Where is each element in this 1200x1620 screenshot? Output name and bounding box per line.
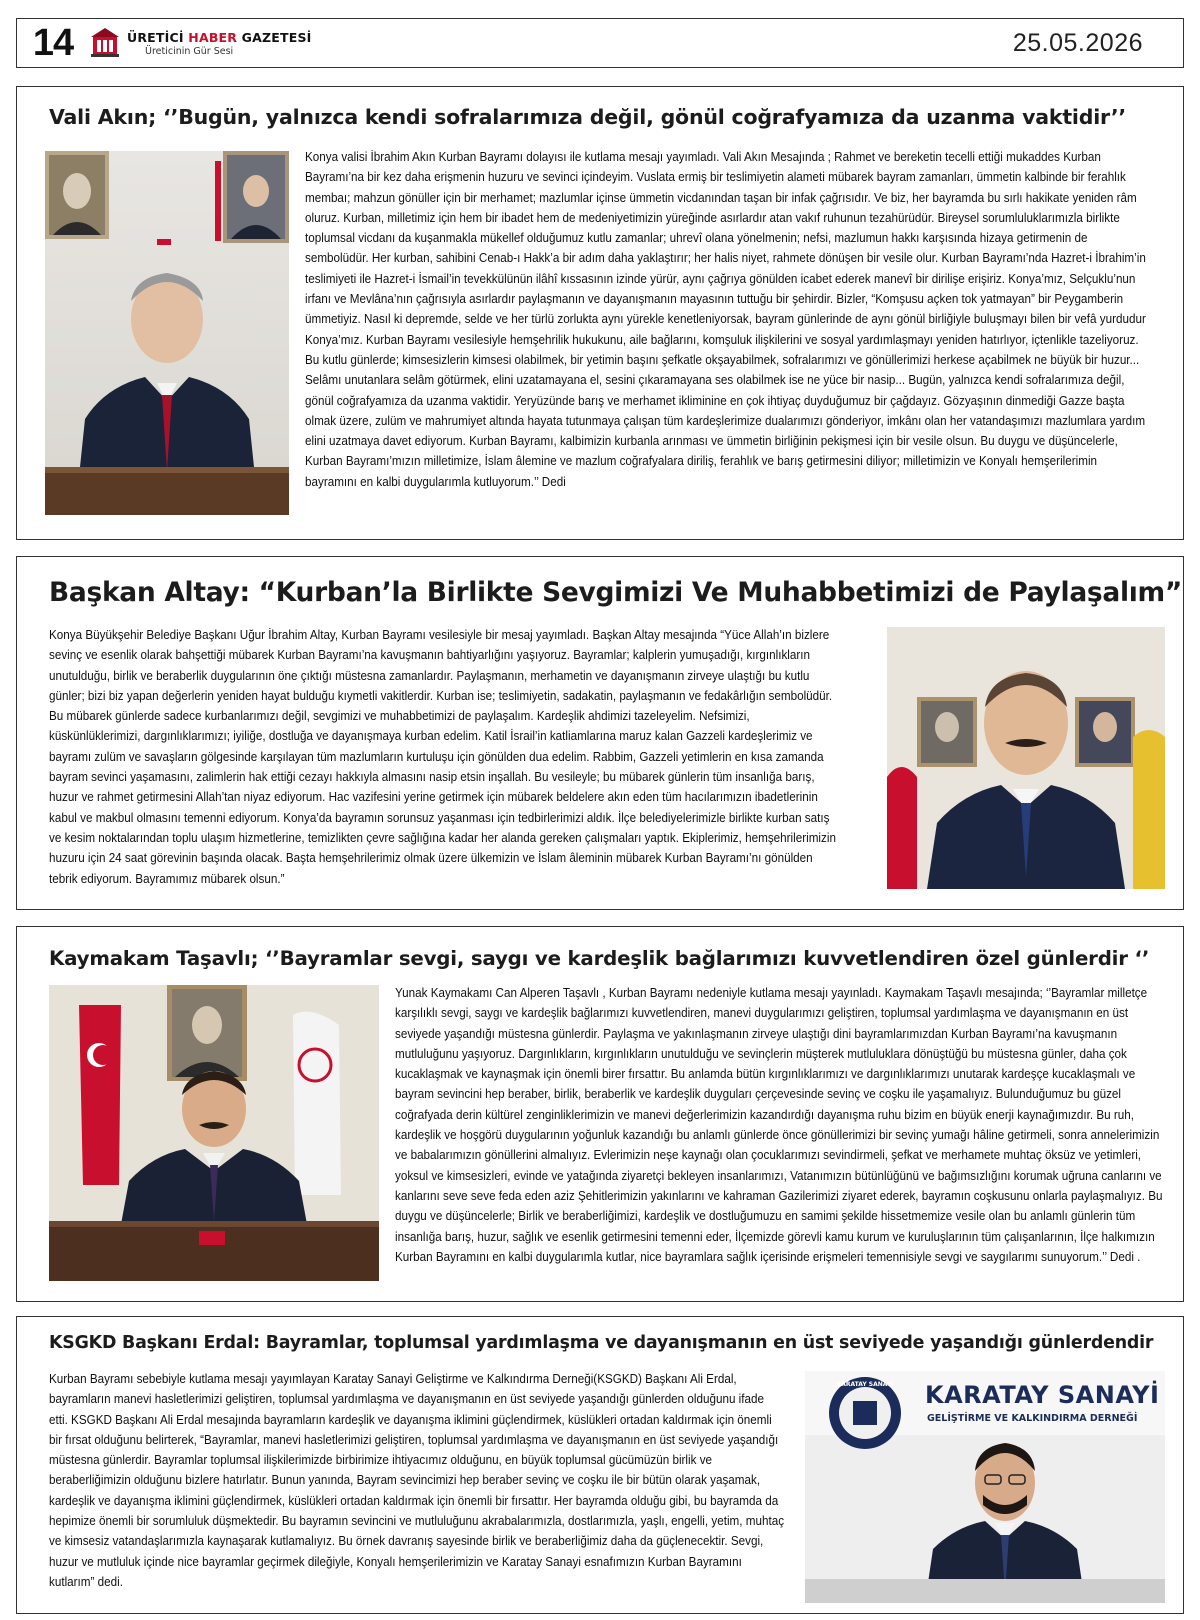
masthead [16,18,1184,68]
article-headline: Kaymakam Taşavlı; ‘’Bayramlar sevgi, saygı ve kardeşlik bağlarımızı kuvvetlendiren özel günlerdir ‘’ [49,947,1150,970]
seal-text: KARATAY SANAYİ [836,1381,894,1388]
issue-date: 25.05.2026 [1012,28,1143,57]
article-headline: Başkan Altay: “Kurban’la Birlikte Sevgimizi Ve Muhabbetimizi de Paylaşalım” [49,577,1182,608]
page-number: 14 [32,21,74,64]
portrait-photo-mayor-icon [887,627,1165,889]
article-headline: KSGKD Başkanı Erdal: Bayramlar, toplumsal yardımlaşma ve dayanışmanın en üst seviyede yaşandığı günlerdendir [49,1333,1154,1353]
article-body: Kurban Bayramı sebebiyle kutlama mesajı yayımlayan Karatay Sanayi Geliştirme ve Kalkındırma Derneği(KSGKD) Başkanı Ali Erdal, bayramların manevi hasletlerimizi geliştiren, toplumsal yardımlaşma ve dayanışmanın en üst seviyede yaşandığı günlerden olduğunu ifade etti. KSGKD Başkanı Ali Erdal mesajında bayramların kardeşlik ve dayanışma iklimini güçlendirmek, küslükleri ortadan kaldırmak için önemli bir fırsat olduğunu belirterek, “Bayramlar, manevi hasletlerimizi geliştiren, toplumsal yardımlaşma ve dayanışmanın en üst seviyede yaşandığı müstesna günlerdir. Bayramlar toplumsal ilişkilerimizde birbirimize ihtiyacımız olduğunu, en büyük toplumsal gücümüzün birlik ve beraberliğimizin olduğunu bizlere hatırlatır. Bunun yanında, Bayram sevincimizi hep beraber sevinç ve coşku ile bir bütün olarak yaşamak, kardeşlik ve dayanışma iklimini güçlendirmek, küslükleri ortadan kaldırmak için önemli bir fırsattır. Her bayramda olduğu gibi, bu bayramda da hepimize önemli bir sorumluluk düşmektedir. Bu bayramın sevincini ve mutluluğunu akrabalarımızla, dostlarımızla, yaşlı, engelli, yetim, muhtaç ve kimsesiz vatandaşlarımızla kaynaşarak kutlamalıyız. Bu örnek davranış sayesinde birlik ve beraberliğimiz daha da güçlenecektir. Sevgi, huzur ve mutluluk içinde nice bayramlar geçirmek dileğiyle, Konyalı hemşerilerimizin ve Karatay Sanayi esnafımızın Kurban Bayramını kutlarım” dedi. [49,1372,785,1589]
article-mayor [16,556,1184,910]
article-governor [16,86,1184,540]
article-body: Konya valisi İbrahim Akın Kurban Bayramı dolayısı ile kutlama mesajı yayımladı. Vali Akın Mesajında ; Rahmet ve bereketin tecelli ettiği mukaddes Kurban Bayramı’na bir kez daha erişmenin huzuru ve sevinci içindeyim. Vuslata ermiş bir teslimiyetin alameti mübarek bayram zamanları, ümmetin kalbinde bir ferahlık membaı; mahzun gönüller için bir merhamet; mazlumlar içinse ümmetin vicdanından taşan bir infak çağrısıdır. Ve biz, her bayramda bu sırlı hakikate yeniden râm oluruz. Kurban, milletimiz için hem bir ibadet hem de medeniyetimizin yüreğinde asırlardır atan vakıf ruhunun tezahürüdür. Bireysel sorumluluklarımızla birlikte toplumsal vicdanı da kuşanmakla mükellef olduğumuz kutlu zamanlar; uhrevî olana yönelmenin; nefsi, mazlumun hakkı karşısında hizaya getirmenin de sembolüdür. Her kurban, sahibini Cenab-ı Hakk’a bir adım daha yaklaştırır; her halis niyet, rahmete dönüşen bir vesile olur. Kurban Bayramı’nda Hazret-i İbrahim’in teslimiyeti ile Hazret-i İsmail’in tevekkülünün ilâhî kıssasının izinde yürür, aynı çağrıya gönülden icabet ederek manevî bir dirilişe erişiriz. Konya’mız, Selçuklu’nun irfanı ve Mevlâna’nın çağrısıyla asırlardır paylaşmanın ve dayanışmanın mayasının tuttuğu bir şehirdir. Bizler, “Komşusu açken tok yatmayan” bir Peygamberin ümmetiyiz. Nasıl ki depremde, selde ve her türlü zorlukta aynı yürekle kenetleniyorsak, bayram günlerinde de aynı gönül birliğiyle buluşmayı bilen bir vefâ yurdudur Konya’mız. Kurban Bayramı vesilesiyle hemşehrilik hukukunu, aile bağlarını, komşuluk ilişkilerini ve sosyal yardımlaşmayı yeniden hatırlıyor, içtenlikle tazeliyoruz. Bu kutlu günlerde; kimsesizlerin kimsesi olabilmek, bir yetimin başını şefkatle okşayabilmek, sofralarımızı ve gönüllerimizi herkese açabilmek ne büyük bir huzur... Selâmı unutanlara selâm götürmek, elini uzatamayana el, sesini çıkaramayana ses olabilmek ise ne yüce bir nasip... Bugün, yalnızca kendi sofralarımıza değil, gönül coğrafyamıza da uzanma vaktidir. Yeryüzünde barış ve merhamet ikliminine en çok ihtiyaç duyduğumuz bir çağdayız. Gözyaşının dinmediği Gazze başta olmak üzere, zulüm ve mahrumiyet altında hayata tutunmaya çalışan tüm kardeşlerimize dualarımızı gönderiyor, imkânı olan her vatandaşımızı mazlumlara yardım elini uzatmaya davet ediyorum. Kurban Bayramı, kalbimizin kurbanla arınması ve ümmetin birliğinin pekişmesi için bir vesile olsun. Bu duygu ve düşüncelerle, Kurban Bayramı’mızın milletimize, İslam âlemine ve mazlum coğrafyalara diriliş, ferahlık ve barış getirmesini diliyor; milletimizin ve Konyalı hemşerilerimin bayramını en kalbi duygularımla kutluyorum.’’ Dedi [305,150,1146,489]
article-body: Yunak Kaymakamı Can Alperen Taşavlı , Kurban Bayramı nedeniyle kutlama mesajı yayınladı. Kaymakam Taşavlı mesajında; ‘’Bayramlar milletçe karşılıklı sevgi, saygı ve kardeşlik bağlarımızı kuvvetlendiren, manevi duygularımızı geliştiren, toplumsal yardımlaşma ve dayanışmanın en üst seviyede yaşandığı müstesna günlerdir. Paylaşma ve yakınlaşmanın zirveye ulaştığı dini bayramlarımızdan Kurban Bayramı’na kavuşmanın mutluluğunu yaşıyoruz. Dargınlıkların, kırgınlıkların unutulduğu ve sevinçlerin müşterek mutluluklara dönüştüğü bu müstesna günler, daha çok kucaklaşmak ve kaynaşmak için önemli birer fırsattır. Bu anlamda bütün kırgınlıklarımızı ve dargınlıklarımızı unutarak kardeşçe kucaklaşmalı ve bayram sevincini hep beraber, birlik, beraberlik ve kardeşlik duyguları çerçevesinde sevinç ve coşku ile yaşamalıyız. Bulunduğumuz bu güzel coğrafyada derin kültürel zenginliklerimizin ve manevi değerlerimizin kazandırdığı dayanışma ruhu bizim en büyük enerji kaynağımızdır. Bu ruh, kardeşlik ve hoşgörü duygularının yoğunluk kazandığı bu anlamlı günlerde önce gönüllerimizi bir sevinç yumağı hâline getirmeli, sonra annelerimizin ve babalarımızın gönüllerini almalıyız. Evlerimizin neşe kaynağı olan çocuklarımızı sevindirmeli, şefkat ve merhamete muhtaç öksüz ve yetimleri, yoksul ve kimsesizleri, evinde ve yatağında ziyaretçi bekleyen insanlarımızı, Vatanımızın bütünlüğünü ve bağımsızlığını korumak uğruna canlarını ve kanlarını seve seve feda eden aziz Şehitlerimizin yakınlarını ve kahraman Gazilerimizi ziyaret ederek, bayramın coşkusunu onlarla paylaşmalıyız. Bu duygu ve düşüncelerle; Birlik ve beraberliğimizi, kardeşlik ve dostluğumuzu en samimi şekilde hissetmemize vesile olan bu anlamlı günlerin tüm insanlığa barış, huzur, sağlık ve esenlik getirmesini temenni eder, İlçemizde görevli kamu kurum ve kuruluşlarının tüm çalışanlarının, İlçe halkımızın Kurban Bayramını en kalbi duygularımla kutlar, nice bayramlara sağlık içerisinde erişmeleri temennisiyle sevgi ve saygılarımı sunuyorum.’’ Dedi . [395,986,1163,1264]
portrait-photo-governor-icon [45,151,289,515]
newspaper-name: ÜRETİCİ HABER GAZETESİ [127,29,312,45]
portrait-photo-association-president-icon [805,1371,1165,1603]
article-headline: Vali Akın; ‘’Bugün, yalnızca kendi sofralarımıza değil, gönül coğrafyamıza da uzanma vaktidir’’ [49,105,1126,129]
article-body: Konya Büyükşehir Belediye Başkanı Uğur İbrahim Altay, Kurban Bayramı vesilesiyle bir mesaj yayımladı. Başkan Altay mesajında “Yüce Allah’ın bizlere sevinç ve esenlik olarak bahşettiği mübarek Kurban Bayramı’na kavuşmanın bahtiyarlığını yaşıyoruz. Bayramlar; kalplerin yumuşadığı, kırgınlıkların unutulduğu, birlik ve beraberlik duygularının öne çıktığı müstesna zamanlardır. Paylaşmanın, merhametin ve dayanışmanın zirveye ulaştığı bu kutlu günler; bizi biz yapan değerlerin yeniden hayat bulduğu kıymetli vakitlerdir. Kurban ise; teslimiyetin, sadakatin, paylaşmanın ve fedakârlığın sembolüdür. Bu mübarek günlerde sadece kurbanlarımızı değil, sevgimizi ve muhabbetimizi de paylaşalım. Kardeşlik ahdimizi tazeleyelim. Nefsimizi, küskünlüklerimizi, dargınlıklarımızı; iyiliğe, dostluğa ve dayanışmaya kurban edelim. Katil İsrail’in katliamlarına maruz kalan Gazzeli kardeşlerimiz ve bayramı zulüm ve savaşların gölgesinde karşılayan tüm mazlumların kurtuluşu için gönülden dua edelim. Rabbim, Gazzeli yetimlerin en kısa zamanda bayram sevinci yaşamasını, zalimlerin hak ettiği cezayı hakkıyla almasını nasip etsin inşallah. Bu vesileyle; bu mübarek günlerin tüm insanlığa barış, huzur ve rahmet getirmesini Allah’tan niyaz ediyorum. Hac vazifesini yerine getirmek için mübarek beldelere akın eden tüm hacılarımızın ibadetlerinin kabul ve makbul olmasını temenni ediyorum. Konya’da bayramın sorunsuz yaşanması için tedbirlerimizi aldık. İlçe belediyelerimizle birlikte kurban satış ve kesim noktalarından toplu ulaşım hizmetlerine, temizlikten çevre sağlığına kadar her alanda gereken çalışmaları yaptık. Ekiplerimiz, hemşehrilerimizin huzuru için 24 saat görevinin başında olacak. Başta hemşehrilerimiz olmak üzere ülkemizin ve İslam âleminin mübarek Kurban Bayramı’nı gönülden tebrik ediyorum. Bayramımız mübarek olsun.” [49,628,836,886]
article-district-governor [16,926,1184,1302]
portrait-photo-district-governor-icon [49,985,379,1281]
association-banner-name: KARATAY SANAYİ [925,1381,1160,1409]
newspaper-emblem-icon [89,26,121,60]
association-banner-subtitle: GELİŞTİRME VE KALKINDIRMA DERNEĞİ [927,1413,1138,1424]
newspaper-logo [89,26,312,60]
article-association-president [16,1316,1184,1614]
newspaper-slogan: Üreticinin Gür Sesi [145,45,234,57]
